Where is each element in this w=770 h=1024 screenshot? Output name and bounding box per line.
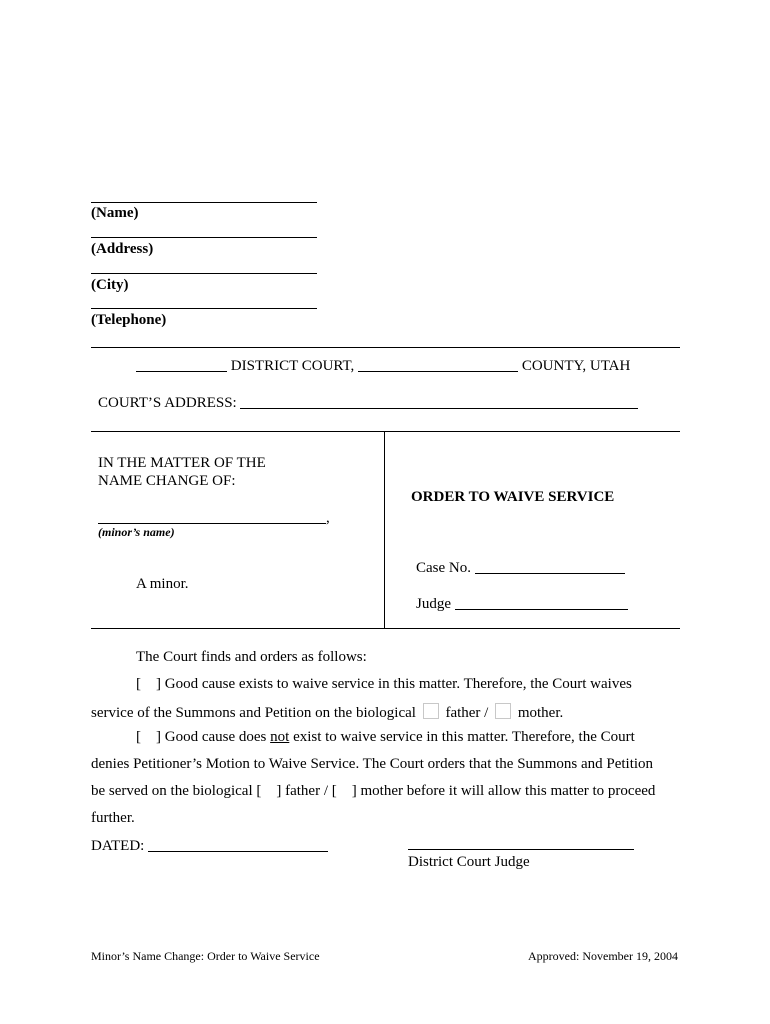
dated-label: DATED:: [91, 838, 145, 854]
caption-divider: [384, 431, 385, 628]
address-label: (Address): [91, 241, 154, 257]
telephone-label: (Telephone): [91, 312, 167, 328]
court-line: [136, 356, 630, 375]
option2-line3: be served on the biological [ ] father / [ ] mother before it will allow this matter to proceed: [91, 783, 656, 799]
option1-text: Good cause exists to waive service in this matter. Therefore, the Court waives: [164, 676, 632, 692]
district-blank[interactable]: [136, 356, 227, 372]
footer-left: Minor’s Name Change: Order to Waive Service: [91, 949, 320, 963]
option1-father: father /: [445, 705, 489, 721]
father-checkbox[interactable]: [423, 703, 439, 719]
court-address-line: [98, 393, 638, 412]
option2-line4: further.: [91, 810, 135, 826]
document-title: ORDER TO WAIVE SERVICE: [411, 489, 615, 505]
court-address-blank[interactable]: [240, 393, 638, 409]
case-no-blank[interactable]: [475, 558, 625, 574]
option2-line2: denies Petitioner’s Motion to Waive Service. The Court orders that the Summons and Petition: [91, 756, 654, 772]
option2-line1: [136, 729, 635, 746]
court-address-label: COURT’S ADDRESS:: [98, 395, 237, 411]
case-no-line: [416, 558, 625, 577]
county-text: COUNTY, UTAH: [521, 358, 631, 374]
dated-blank[interactable]: [148, 836, 328, 852]
case-no-label: Case No.: [416, 560, 471, 576]
matter-heading: [98, 454, 266, 490]
mother-checkbox[interactable]: [495, 703, 511, 719]
minor-name-blank[interactable]: [98, 508, 326, 524]
option2-post: exist to waive service in this matter. Therefore, the Court: [293, 729, 635, 745]
matter-line2: NAME CHANGE OF:: [98, 473, 236, 489]
county-blank[interactable]: [358, 356, 518, 372]
name-line[interactable]: [91, 202, 317, 203]
option2-checkbox[interactable]: [ ]: [136, 729, 161, 745]
judge-signature-line[interactable]: [408, 849, 634, 850]
name-label: (Name): [91, 205, 139, 221]
address-line[interactable]: [91, 237, 317, 238]
intro-text: The Court finds and orders as follows:: [136, 649, 367, 665]
caption-bottom-rule: [91, 628, 680, 629]
caption-top-rule: [91, 431, 680, 432]
judge-blank[interactable]: [455, 594, 628, 610]
footer-right: Approved: November 19, 2004: [528, 949, 678, 963]
option1-line2: [91, 703, 563, 722]
option2-not: not: [270, 729, 290, 745]
option1-cont: service of the Summons and Petition on the biological: [91, 705, 416, 721]
telephone-line[interactable]: [91, 308, 317, 309]
minor-name-label: (minor’s name): [98, 525, 175, 539]
option1-mother: mother.: [517, 705, 564, 721]
court-top-rule: [91, 347, 680, 348]
dated-line: [91, 836, 328, 855]
option2-pre: Good cause does: [164, 729, 267, 745]
district-court-text: DISTRICT COURT,: [230, 358, 355, 374]
city-line[interactable]: [91, 273, 317, 274]
option1-line1: [136, 676, 632, 693]
city-label: (City): [91, 277, 129, 293]
matter-line1: IN THE MATTER OF THE: [98, 455, 266, 471]
a-minor-text: A minor.: [136, 576, 189, 592]
judge-label: Judge: [416, 596, 451, 612]
option1-checkbox[interactable]: [ ]: [136, 676, 161, 692]
minor-name-comma: ,: [326, 510, 330, 526]
district-court-judge-label: District Court Judge: [408, 854, 530, 870]
judge-line: [416, 594, 628, 613]
